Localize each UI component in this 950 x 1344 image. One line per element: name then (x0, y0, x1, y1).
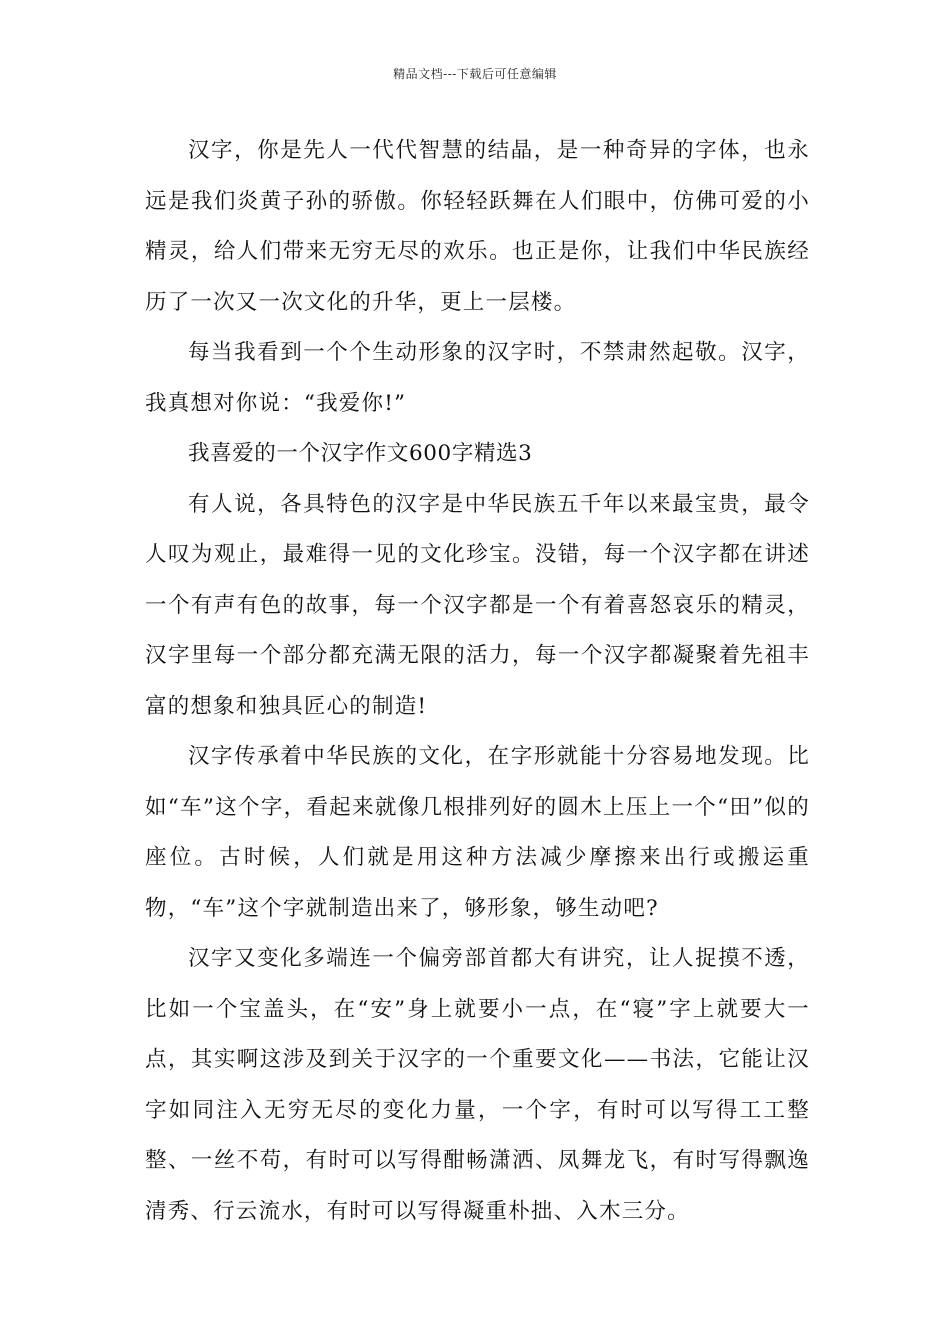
paragraph-4: 汉字传承着中华民族的文化，在字形就能十分容易地发现。比如“车”这个字，看起来就像几根排列好的圆木上压上一个“田”似的座位。古时候，人们就是用这种方法减少摩擦来出行或搬运重物，“车”这个字就制造出来了，够形象，够生动吧? (145, 744, 810, 921)
page-header: 精品文档---下载后可任意编辑 (393, 67, 557, 81)
paragraph-3: 有人说，各具特色的汉字是中华民族五千年以来最宝贵，最令人叹为观止，最难得一见的文化珍宝。没错，每一个汉字都在讲述一个有声有色的故事，每一个汉字都是一个有着喜怒哀乐的精灵，汉字里每一个部分都充满无限的活力，每一个汉字都凝聚着先祖丰富的想象和独具匠心的制造! (145, 491, 810, 719)
document-body (145, 126, 810, 1237)
paragraph-2: 每当我看到一个个生动形象的汉字时，不禁肃然起敬。汉字，我真想对你说：“我爱你!” (145, 340, 810, 416)
section-title: 我喜爱的一个汉字作文600字精选3 (188, 441, 533, 466)
paragraph-5: 汉字又变化多端连一个偏旁部首都大有讲究，让人捉摸不透，比如一个宝盖头，在“安”身上就要小一点，在“寝”字上就要大一点，其实啊这涉及到关于汉字的一个重要文化——书法，它能让汉字如同注入无穷无尽的变化力量，一个字，有时可以写得工工整整、一丝不苟，有时可以写得酣畅潇洒、凤舞龙飞，有时写得飘逸清秀、行云流水，有时可以写得凝重朴拙、入木三分。 (145, 946, 810, 1224)
paragraph-1: 汉字，你是先人一代代智慧的结晶，是一种奇异的字体，也永远是我们炎黄子孙的骄傲。你轻轻跃舞在人们眼中，仿佛可爱的小精灵，给人们带来无穷无尽的欢乐。也正是你，让我们中华民族经历了一次又一次文化的升华，更上一层楼。 (145, 138, 810, 315)
